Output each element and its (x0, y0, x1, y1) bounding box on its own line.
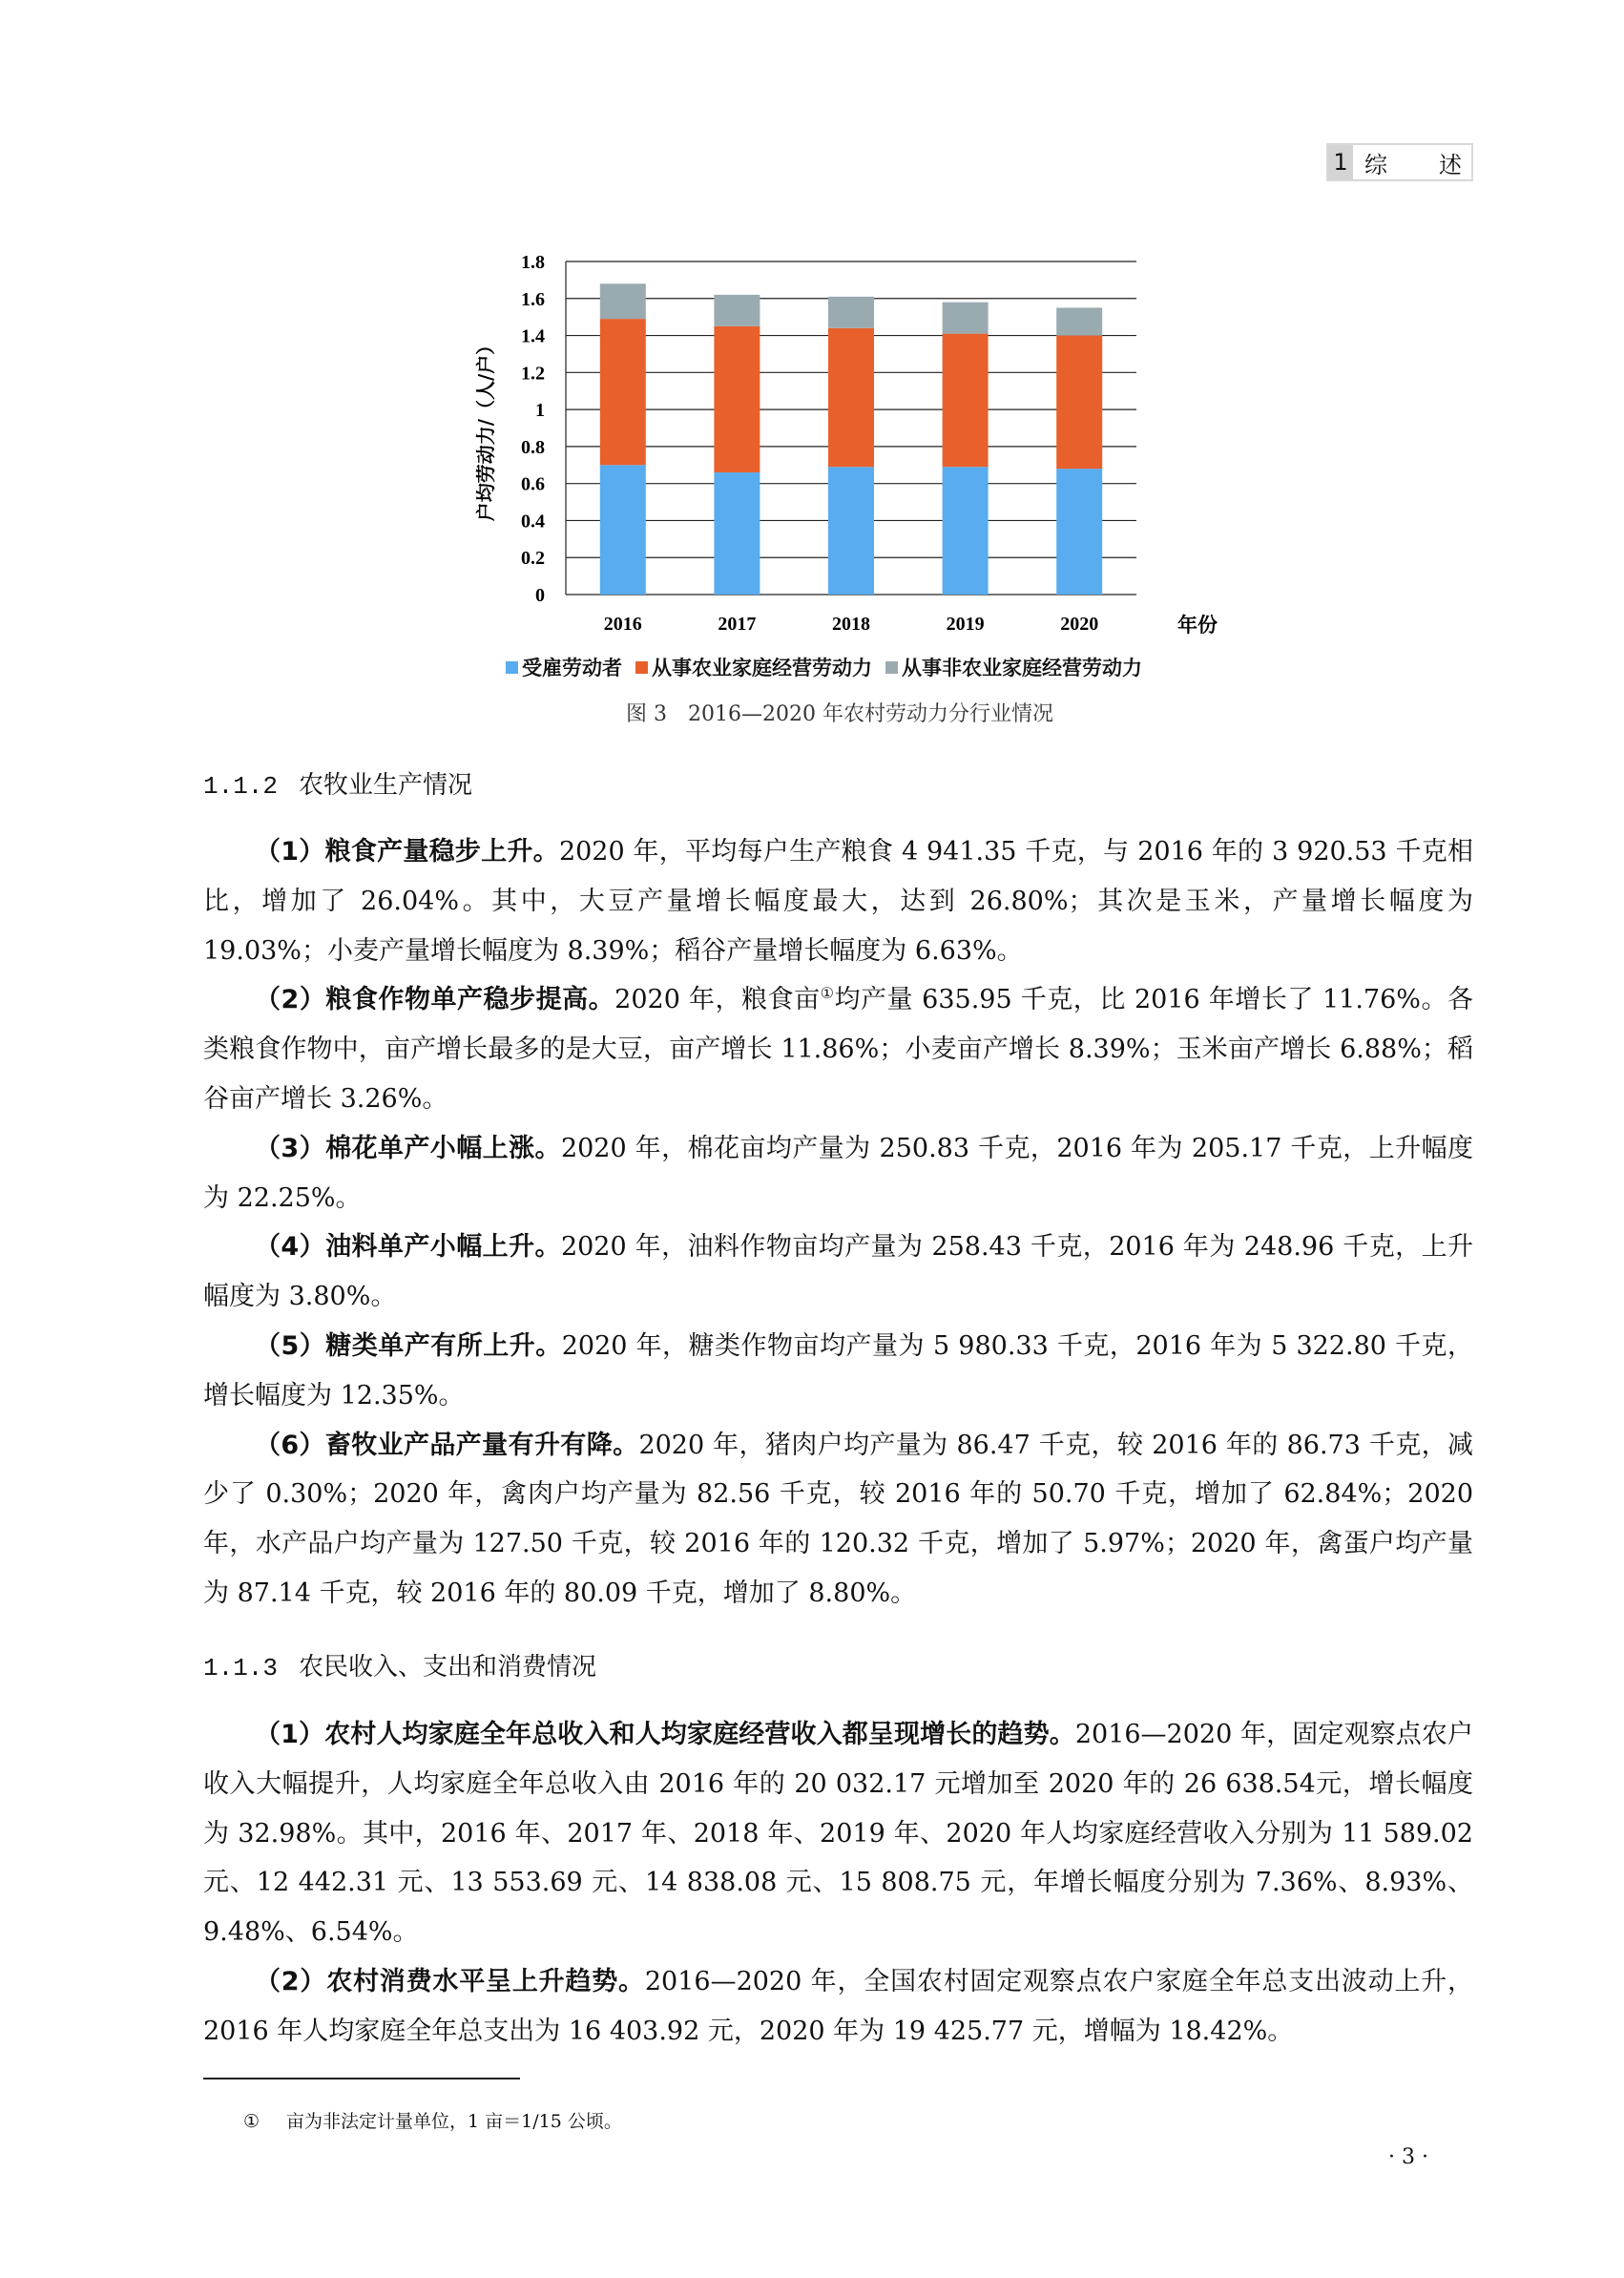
figure-caption: 图 3 2016—2020 年农村劳动力分行业情况 (626, 702, 1053, 726)
section-title: 农民收入、支出和消费情况 (299, 1653, 597, 1682)
x-tick-label: 2019 (946, 614, 985, 635)
chapter-number: 1 (1328, 145, 1353, 179)
legend-swatch (885, 661, 898, 674)
legend-label: 从事非农业家庭经营劳动力 (902, 657, 1142, 679)
legend-item (885, 653, 1142, 681)
y-tick-label: 1.8 (521, 252, 545, 273)
legend-item (506, 653, 622, 681)
paragraph (203, 1710, 1473, 1957)
section-1-1-2-body (203, 827, 1473, 1619)
section-title: 农牧业生产情况 (299, 771, 473, 800)
chart-legend (506, 653, 1142, 681)
y-tick-label: 0.8 (521, 436, 545, 458)
legend-swatch (635, 661, 648, 674)
paragraph (203, 1322, 1473, 1421)
bar-segment (828, 297, 874, 328)
paragraph-lead: （3）棉花单产小幅上涨。 (255, 1133, 561, 1163)
x-tick-label: 2020 (1060, 614, 1099, 635)
y-axis-label: 户均劳动力/（人/户） (474, 335, 497, 522)
paragraph-text: 2016—2020 年，全国农村固定观察点农户家庭全年总支出波动上升，2016 年人均家庭全年总支出为 16 403.92 元，2020 年为 19 425.77 元，增幅为 18.42%。 (203, 1966, 1473, 2046)
chapter-title-a: 综 (1364, 151, 1387, 178)
paragraph-lead: （6）畜牧业产品产量有升有降。 (255, 1430, 639, 1460)
section-number: 1.1.3 (203, 1654, 279, 1682)
legend-label: 受雇劳动者 (522, 657, 622, 679)
footnote (243, 2107, 622, 2133)
bar-segment (943, 303, 989, 334)
paragraph (203, 975, 1473, 1123)
y-tick-label: 0.4 (521, 511, 545, 533)
y-tick-label: 1.6 (521, 288, 545, 310)
paragraph-lead: （5）糖类单产有所上升。 (255, 1330, 562, 1361)
y-tick-label: 1 (535, 400, 545, 422)
footnote-mark: ① (243, 2111, 260, 2132)
footnote-text: 亩为非法定计量单位，1 亩＝1/15 公顷。 (286, 2111, 622, 2132)
bar-segment (600, 283, 646, 319)
footnote-divider (203, 2078, 520, 2079)
legend-item (635, 653, 872, 681)
paragraph (203, 827, 1473, 975)
section-1-1-3-body (203, 1710, 1473, 2057)
paragraph-text: 2020 年，糖类作物亩均产量为 5 980.33 千克，2016 年为 5 322.80 千克，增长幅度为 12.35%。 (203, 1330, 1473, 1411)
paragraph-text: 2016—2020 年，固定观察点农户收入大幅提升，人均家庭全年总收入由 2016 年的 20 032.17 元增加至 2020 年的 26 638.54元，增长幅度为 32.98%。其中，2016 年、2017 年、2018 年、2019 年、2020 年人均家庭经营收入分别为 11 589.02 元、12 442.31 元、13 553.69 元、14 838.08 元、15 808.75 元，年增长幅度分别为 7.36%、8.93%、9.48%、6.54%。 (203, 1720, 1473, 1948)
paragraph-text: 2020 年，平均每户生产粮食 4 941.35 千克，与 2016 年的 3 920.53 千克相比，增加了 26.04%。其中，大豆产量增长幅度最大，达到 26.80%；其次是玉米，产量增长幅度为 19.03%；小麦产量增长幅度为 8.39%；稻谷产量增长幅度为 6.63%。 (203, 837, 1473, 966)
x-tick-label: 2016 (603, 614, 642, 635)
bar-segment (1056, 469, 1102, 595)
paragraph (203, 1223, 1473, 1322)
bar-segment (1056, 307, 1102, 335)
legend-swatch (506, 661, 518, 674)
paragraph-lead: （4）油料单产小幅上升。 (255, 1232, 561, 1263)
bar-segment (1056, 336, 1102, 470)
paragraph-text: 2020 年，油料作物亩均产量为 258.43 千克，2016 年为 248.96 千克，上升幅度为 3.80%。 (203, 1232, 1473, 1312)
y-tick-label: 1.4 (521, 325, 545, 347)
x-tick-label: 2018 (832, 614, 870, 635)
bar-segment (828, 467, 874, 595)
bar-segment (600, 465, 646, 595)
section-heading-1-1-2 (203, 765, 472, 801)
y-tick-label: 0.2 (521, 548, 545, 570)
paragraph-lead: （2）农村消费水平呈上升趋势。 (255, 1966, 645, 1996)
footnote-ref[interactable]: ① (820, 984, 835, 1003)
y-tick-label: 0 (535, 585, 545, 606)
chapter-header (1326, 143, 1473, 181)
x-tick-label: 2017 (718, 614, 757, 635)
section-heading-1-1-3 (203, 1647, 596, 1682)
x-axis-label: 年份 (1177, 614, 1218, 637)
section-number: 1.1.2 (203, 772, 279, 801)
bar-segment (714, 472, 760, 595)
paragraph-text: 2020 年，猪肉户均产量为 86.47 千克，较 2016 年的 86.73 千克，减少了 0.30%；2020 年，禽肉户均产量为 82.56 千克，较 2016 年的 50.70 千克，增加了 62.84%；2020 年，水产品户均产量为 127.50 千克，较 2016 年的 120.32 千克，增加了 5.97%；2020 年，禽蛋户均产量为 87.14 千克，较 2016 年的 80.09 千克，增加了 8.80%。 (203, 1430, 1473, 1608)
paragraph-lead: （1）粮食产量稳步上升。 (255, 837, 559, 867)
paragraph-text: 2020 年，粮食亩 (614, 985, 821, 1015)
paragraph-text: 2020 年，棉花亩均产量为 250.83 千克，2016 年为 205.17 千克，上升幅度为 22.25%。 (203, 1133, 1473, 1213)
bar-segment (714, 326, 760, 472)
bar-segment (714, 295, 760, 326)
page-number: · 3 · (1388, 2145, 1428, 2169)
paragraph-lead: （1）农村人均家庭全年总收入和人均家庭经营收入都呈现增长的趋势。 (255, 1720, 1075, 1749)
y-tick-label: 0.6 (521, 473, 545, 495)
bar-segment (600, 319, 646, 465)
stacked-bar-chart (458, 239, 1221, 649)
bar-segment (943, 467, 989, 595)
bar-segment (943, 334, 989, 468)
legend-label: 从事农业家庭经营劳动力 (652, 657, 872, 679)
y-tick-label: 1.2 (521, 363, 545, 385)
paragraph (203, 1421, 1473, 1619)
chapter-title-b: 述 (1439, 151, 1462, 178)
paragraph (203, 1124, 1473, 1223)
paragraph (203, 1957, 1473, 2057)
paragraph-lead: （2）粮食作物单产稳步提高。 (255, 985, 615, 1015)
paragraph-text: 均产量 635.95 千克，比 2016 年增长了 11.76%。各类粮食作物中，亩产增长最多的是大豆，亩产增长 11.86%；小麦亩产增长 8.39%；玉米亩产增长 6.88%；稻谷亩产增长 3.26%。 (203, 985, 1473, 1114)
bar-segment (828, 328, 874, 467)
